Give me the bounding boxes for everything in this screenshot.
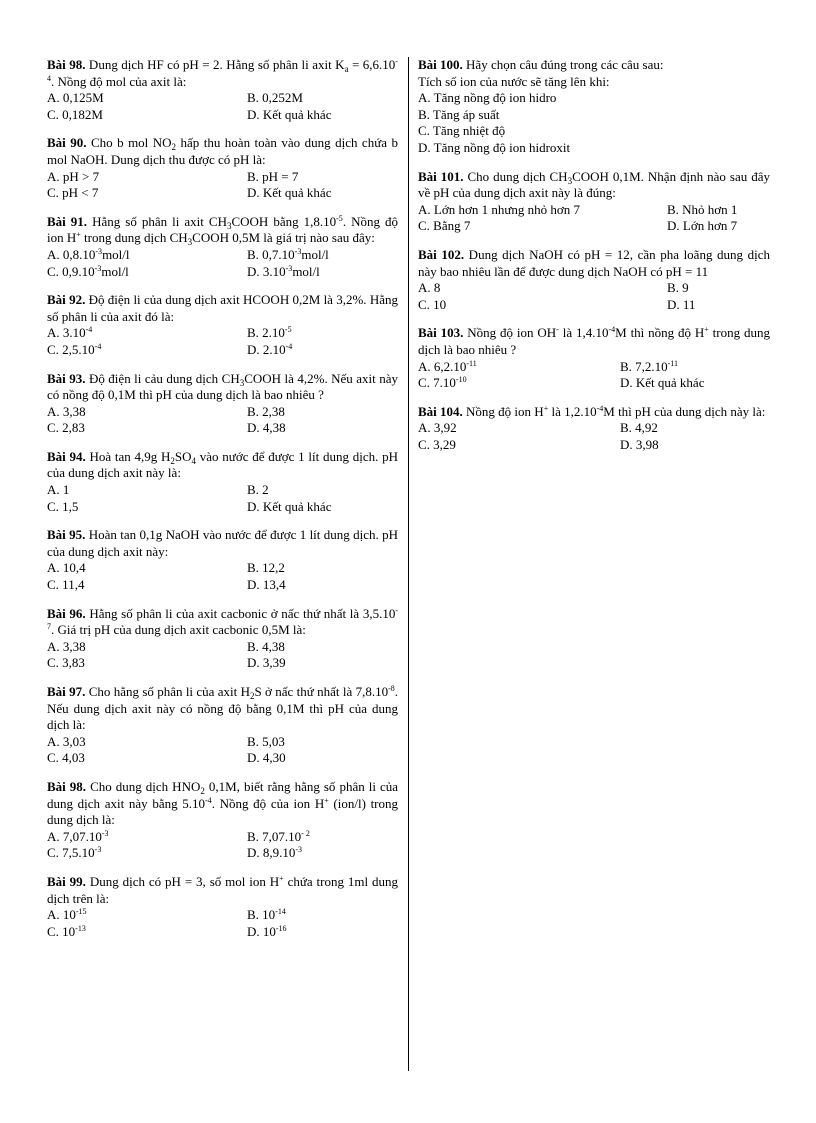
question-stem [47,371,398,404]
question-text: Hằng số phân li của axit cacbonic ở nấc thứ nhất là $3,5.10^{-7}$. Giá trị pH của dung dịch axit cacbonic 0,5M là: [47,605,398,638]
answer-option: C. Bằng 7 [418,218,471,234]
question-number: Bài 91. [47,213,88,229]
question-stem [47,779,398,829]
answer-option: B. 2,38 [247,403,285,419]
answer-options [47,907,398,940]
question-stem [47,57,398,90]
question-text: Hãy chọn câu đúng trong các câu sau: Tích số ion của nước sẽ tăng lên khi: [418,57,664,89]
question [47,779,398,862]
answer-option: C. $7.10^{-10}$ [418,375,467,391]
answer-options [47,560,398,593]
answer-option: B. Tăng áp suất [418,106,500,122]
question [47,527,398,593]
question-stem [47,684,398,734]
answer-option: C. 1,5 [47,498,79,514]
answer-option: C. Tăng nhiệt độ [418,123,506,139]
question-number: Bài 104. [418,403,463,419]
question-text: Độ điện li của dung dịch axit HCOOH 0,2M là 3,2%. Hằng số phân li của axit đó là: [47,292,398,324]
answer-option: B. $7,2.10^{-11}$ [620,358,679,374]
answer-option: A. Lớn hơn 1 nhưng nhỏ hơn 7 [418,201,580,217]
answer-option: A. 3,38 [47,403,86,419]
question-number: Bài 92. [47,292,86,308]
question-text: Dung dịch có pH = 3, số mol ion H+ chứa trong 1ml dung dịch trên là: [47,873,398,906]
answer-option: A. pH > 7 [47,168,100,184]
question-text: Nồng độ ion OH- là $1,4.10^{-4}M$ thì nồng độ H+ trong dung dịch là bao nhiêu ? [418,325,770,357]
question [47,874,398,940]
answer-option: A. 0,125M [47,90,104,106]
question-text: Hoàn tan 0,1g NaOH vào nước để được 1 lít dung dịch. pH của dung dịch axit này: [47,527,398,559]
question-stem [418,247,770,280]
answer-options [418,202,770,235]
answer-option: D. $10^{-16}$ [247,923,287,939]
answer-option: A. 3,03 [47,733,86,749]
answer-option: D. $3.10^{-3}mol/l$ [247,263,320,279]
answer-options [47,829,398,862]
answer-options [47,325,398,358]
answer-option: C. 11,4 [47,577,85,593]
answer-option: A. 8 [418,280,441,296]
question-number: Bài 90. [47,135,87,151]
answer-option: B. 12,2 [247,560,285,576]
question [47,135,398,201]
question-number: Bài 99. [47,873,86,889]
answer-options [418,359,770,392]
answer-option: B. $7,07.10^{- 2}$ [247,828,310,844]
question-number: Bài 101. [418,168,464,184]
answer-options [47,169,398,202]
question-text: Hoà tan 4,9g $H_2SO_4$ vào nước để được 1 lít dung dịch. pH của dung dịch axit này là: [47,448,398,481]
question-stem [47,606,398,639]
question-text: Cho dung dịch $CH_3COOH$ 0,1M. Nhận định nào sau đây về pH của dung dịch axit này là đúng: [418,168,770,201]
question-number: Bài 98. [47,778,87,794]
answer-option: A. $3.10^{-4}$ [47,325,93,341]
answer-option: D. Kết quả khác [247,106,332,122]
question-stem [47,214,398,247]
answer-option: B. 5,03 [247,733,285,749]
question-text: Dung dịch NaOH có pH = 12, cần pha loãng dung dịch này bao nhiêu lần để được dung dịch NaOH có pH = 11 [418,246,770,279]
answer-option: A. 3,38 [47,638,86,654]
question-number: Bài 97. [47,684,86,699]
question-stem [418,169,770,202]
answer-option: B. $2.10^{-5}$ [247,325,292,341]
question-text: Hằng số phân li axit $CH_3COOH$ bằng $1,8.10^{-5}$. Nồng độ ion H+ trong dung dịch $CH_3COOH$ 0,5M là giá trị nào sau đây: [47,213,398,248]
question-text: Nồng độ ion H+ là $1,2.10^{-4}M$ thì pH của dung dịch này là: [462,403,766,419]
answer-option: B. 4,92 [620,420,658,436]
question [418,169,770,235]
answer-option: B. pH = 7 [247,168,299,184]
answer-option: A. 3,92 [418,420,457,436]
question [47,292,398,358]
answer-option: A. $10^{-15}$ [47,907,87,923]
answer-option: D. $8,9.10^{-3}$ [247,845,303,861]
answer-option: B. Nhỏ hơn 1 [667,201,738,217]
answer-option: D. Kết quả khác [247,498,332,514]
answer-option: D. Kết quả khác [620,375,705,391]
answer-option: C. $7,5.10^{-3}$ [47,845,102,861]
question-number: Bài 95. [47,527,86,543]
answer-options [47,90,398,123]
question-text: Cho hằng số phân li của axit $H_2S$ ở nấc thứ nhất là $7,8.10^{-8}$. Nếu dung dịch axit này có nồng độ bằng 0,1M thì pH của dung dịch là: [47,684,398,733]
answer-option: C. 2,83 [47,420,85,436]
answer-option: D. 11 [667,296,696,312]
question-number: Bài 98. [47,57,86,72]
answer-option: B. $10^{-14}$ [247,907,286,923]
answer-option: D. 13,4 [247,577,286,593]
question [418,57,770,157]
question [47,57,398,123]
answer-option: A. Tăng nồng độ ion hidro [418,90,557,106]
answer-options [47,404,398,437]
answer-option: A. 10,4 [47,560,86,576]
answer-option: D. Kết quả khác [247,185,332,201]
answer-option: A. $6,2.10^{-11}$ [418,358,477,374]
answer-options [47,639,398,672]
answer-option: B. 0,252M [247,90,303,106]
answer-option: D. 4,38 [247,420,286,436]
question [47,371,398,437]
answer-option: D. 4,30 [247,750,286,766]
question [418,404,770,454]
answer-option: A. $7,07.10^{-3}$ [47,828,109,844]
answer-option: C. $2,5.10^{-4}$ [47,341,102,357]
answer-options [418,280,770,313]
question-stem [418,404,770,421]
question-stem [418,57,770,90]
answer-option: D. 3,98 [620,436,659,452]
question [47,684,398,767]
column-divider [408,57,409,1071]
right-column [418,57,770,465]
question [47,606,398,672]
question [47,214,398,280]
answer-option: D. 3,39 [247,655,286,671]
answer-option: D. $2.10^{-4}$ [247,341,293,357]
answer-option: A. $0,8.10^{-3}mol/l$ [47,246,130,262]
answer-option: B. 4,38 [247,638,285,654]
question [418,247,770,313]
answer-option: C. $10^{-13}$ [47,923,86,939]
left-column [47,57,398,952]
answer-option: A. 1 [47,482,70,498]
question-number: Bài 103. [418,325,464,341]
question-text: Độ điện li cảu dung dịch $CH_3COOH$ là 4,2%. Nếu axit này có nồng độ 0,1M thì pH của dung dịch là bao nhiêu ? [47,370,398,403]
question [418,325,770,391]
question-text: Cho b mol $NO_2$ hấp thu hoàn toàn vào dung dịch chứa b mol NaOH. Dung dịch thu được có pH là: [47,135,398,167]
answer-option: C. 4,03 [47,750,85,766]
answer-option: D. Tăng nồng độ ion hidroxit [418,139,571,155]
question-stem [418,325,770,358]
answer-option: B. 9 [667,280,689,296]
answer-option: B. 2 [247,482,269,498]
answer-option: C. 0,182M [47,106,103,122]
answer-option: C. 3,29 [418,436,456,452]
question-number: Bài 96. [47,605,86,621]
question-number: Bài 102. [418,246,465,262]
question-stem [47,449,398,482]
answer-options [47,482,398,515]
question-stem [47,135,398,168]
question-stem [47,874,398,907]
answer-option: C. 3,83 [47,655,85,671]
question-number: Bài 100. [418,57,463,72]
answer-option: D. Lớn hơn 7 [667,218,738,234]
answer-option: C. 10 [418,296,447,312]
question-number: Bài 93. [47,370,86,386]
answer-options [418,420,770,453]
question-text: Cho dung dịch $HNO_2$ 0,1M, biết rằng hằng số phân li của dung dịch axit này bằng $5.10^{-4}$. Nồng độ của ion H+ (ion/l) trong dung dịch là: [47,778,399,828]
answer-option: B. $0,7.10^{-3}mol/l$ [247,246,329,262]
question [47,449,398,515]
answer-option: C. pH < 7 [47,185,99,201]
answer-options [47,734,398,767]
answer-options [418,90,770,156]
question-stem [47,292,398,325]
question-stem [47,527,398,560]
question-number: Bài 94. [47,448,86,464]
answer-option: C. $0,9.10^{-3}mol/l$ [47,263,129,279]
answer-options [47,247,398,280]
question-text: Dung dịch HF có pH = 2. Hằng số phân li axit $K_a = 6,6.10^{-4}$. Nồng độ mol của axit là: [47,57,398,89]
